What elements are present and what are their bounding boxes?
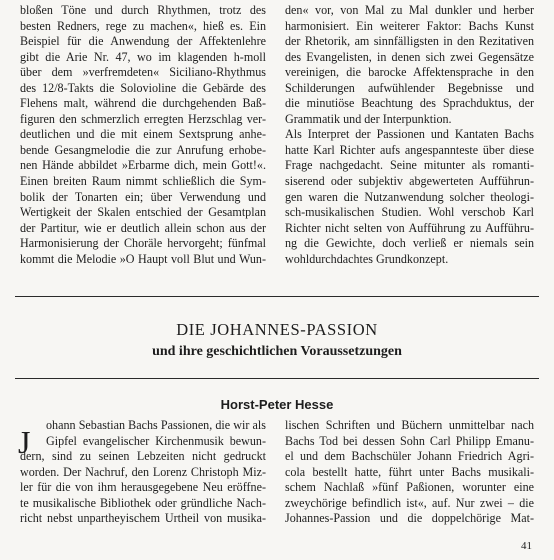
text-line: nen Hände abbildet »Erbarme dich, mein Gott!«. [20,158,266,173]
text-line: schem Nachlaß »fünf Paßionen, worunter eine [285,480,534,495]
text-line: Frage nachgedacht. Seine mitunter als romanti- [285,158,534,173]
text-line: Harmonisierung der Choräle hervorgeht; fünfmal [20,236,266,251]
text-line: Schilderungen aufwühlender Begebnisse und [285,80,534,95]
text-line: lischen Schriften und Büchern unmittelbar nach [285,418,534,432]
text-line: gen waren die Nutzanwendung solcher theologi- [285,189,534,204]
text-line: über dem »verfremdeten« Siciliano-Rhythmus [20,65,266,80]
text-line: ler für die von ihm herausgegebene Neu eröffne- [20,480,266,495]
text-line: vereinigen, die barocke Affektensprache in den [285,65,534,80]
bottom-right-column [285,418,534,527]
text-line: gibt die Arie Nr. 47, wo im klagenden h-moll [20,49,266,64]
text-line: hatte Karl Richter aufs angespannteste über diese [285,142,534,157]
text-line: kommt die Melodie »O Haupt voll Blut und Wun- [20,251,266,266]
text-line: dern, sind zu seinen Lebzeiten nicht gedruckt [20,449,266,464]
text-line: Flehens malt, während die durchgehenden Baß- [20,96,266,111]
text-line: cola bestellt hatte, führt unter Bachs musikali- [285,464,534,479]
text-line: bloßen Töne und durch Rhythmen, trotz des [20,3,266,17]
text-line: Gipfel evangelischer Kirchenmusik bewun- [46,433,266,448]
text-line: des Evangelisten, in denen sich zwei Gegensätze [285,49,534,64]
author-name: Horst-Peter Hesse [220,397,334,412]
text-line: Richter nicht selten von Aufführung zu Aufführu- [285,220,534,235]
page-number: 41 [521,540,532,552]
text-line: siserend oder subjektiv abgewerteten Aufführun- [285,174,534,189]
text-line: Einen breiten Raum nimmt schließlich die Sym- [20,174,266,189]
text-line: besten Redners, rege zu machen«, hieß es. Ein [20,18,266,33]
top-right-column [285,3,534,267]
text-line: figuren den schmerzlich erregten Herzschlag ver- [20,111,266,126]
bottom-left-column [20,418,266,527]
text-line: der Rhetorik, am sinnfälligsten in den Rezitativen [285,34,534,49]
text-line: den« vor, von Mal zu Mal dunkler und herber [285,3,534,17]
text-line: Bachs Tod bei dessen Sohn Carl Philipp Emanu- [285,433,534,448]
text-line: richt nebst unpartheyischem Urtheil von musika- [20,511,266,526]
text-line: Johannes-Passion und die doppelchörige Mat- [285,511,534,526]
text-line: ng die Gewichte, doch verließ er niemals sein [285,236,534,251]
section-rule-bottom [15,378,539,379]
section-subtitle: und ihre geschichtlichen Voraussetzungen [152,344,402,359]
text-line: zweychörige befindlich ist«, auf. Nur zwei – die [285,495,534,510]
text-line: des 12/8-Takts die Solovioline die Gebärde des [20,80,266,95]
section-title: DIE JOHANNES-PASSION [176,320,378,339]
text-line: sch-musikalischen Studien. Wohl verschob Karl [285,205,534,220]
text-line: bende Gesangmelodie die zur Anrufung erhobe- [20,142,266,157]
section-rule-top [15,296,539,297]
text-line: worden. Der Nachruf, den Lorenz Christoph Miz- [20,464,266,479]
text-line: ohann Sebastian Bachs Passionen, die wir als [46,418,266,432]
text-line: el und dem Bachschüler Johann Friedrich Agri- [285,449,534,464]
text-line: wohldurchdachtes Grundkonzept. [285,251,449,266]
text-line: Wertigkeit der Skalen entschied der Gesamtplan [20,205,266,220]
text-line: Grammatik und der Interpunktion. [285,111,452,126]
drop-cap: J [18,424,31,460]
text-line: Als Interpret der Passionen und Kantaten Bachs [285,127,534,142]
text-line: te musikalische Bibliothek oder gründliche Nach- [20,495,266,510]
text-line: Beispiel für die Anwendung der Affektenlehre [20,34,266,49]
text-line: deutlichen und die mit einem Sextsprung anhe- [20,127,266,142]
top-left-column [20,3,266,267]
text-line: die minutiöse Beachtung des Sprachduktus, der [285,96,534,111]
text-line: bolik der Tonarten ein; über Verwendung und [20,189,266,204]
text-line: harmonisiert. Ein weiterer Faktor: Bachs Kunst [285,18,534,33]
text-line: der Partitur, wie er deutlich allein schon aus der [20,220,266,235]
